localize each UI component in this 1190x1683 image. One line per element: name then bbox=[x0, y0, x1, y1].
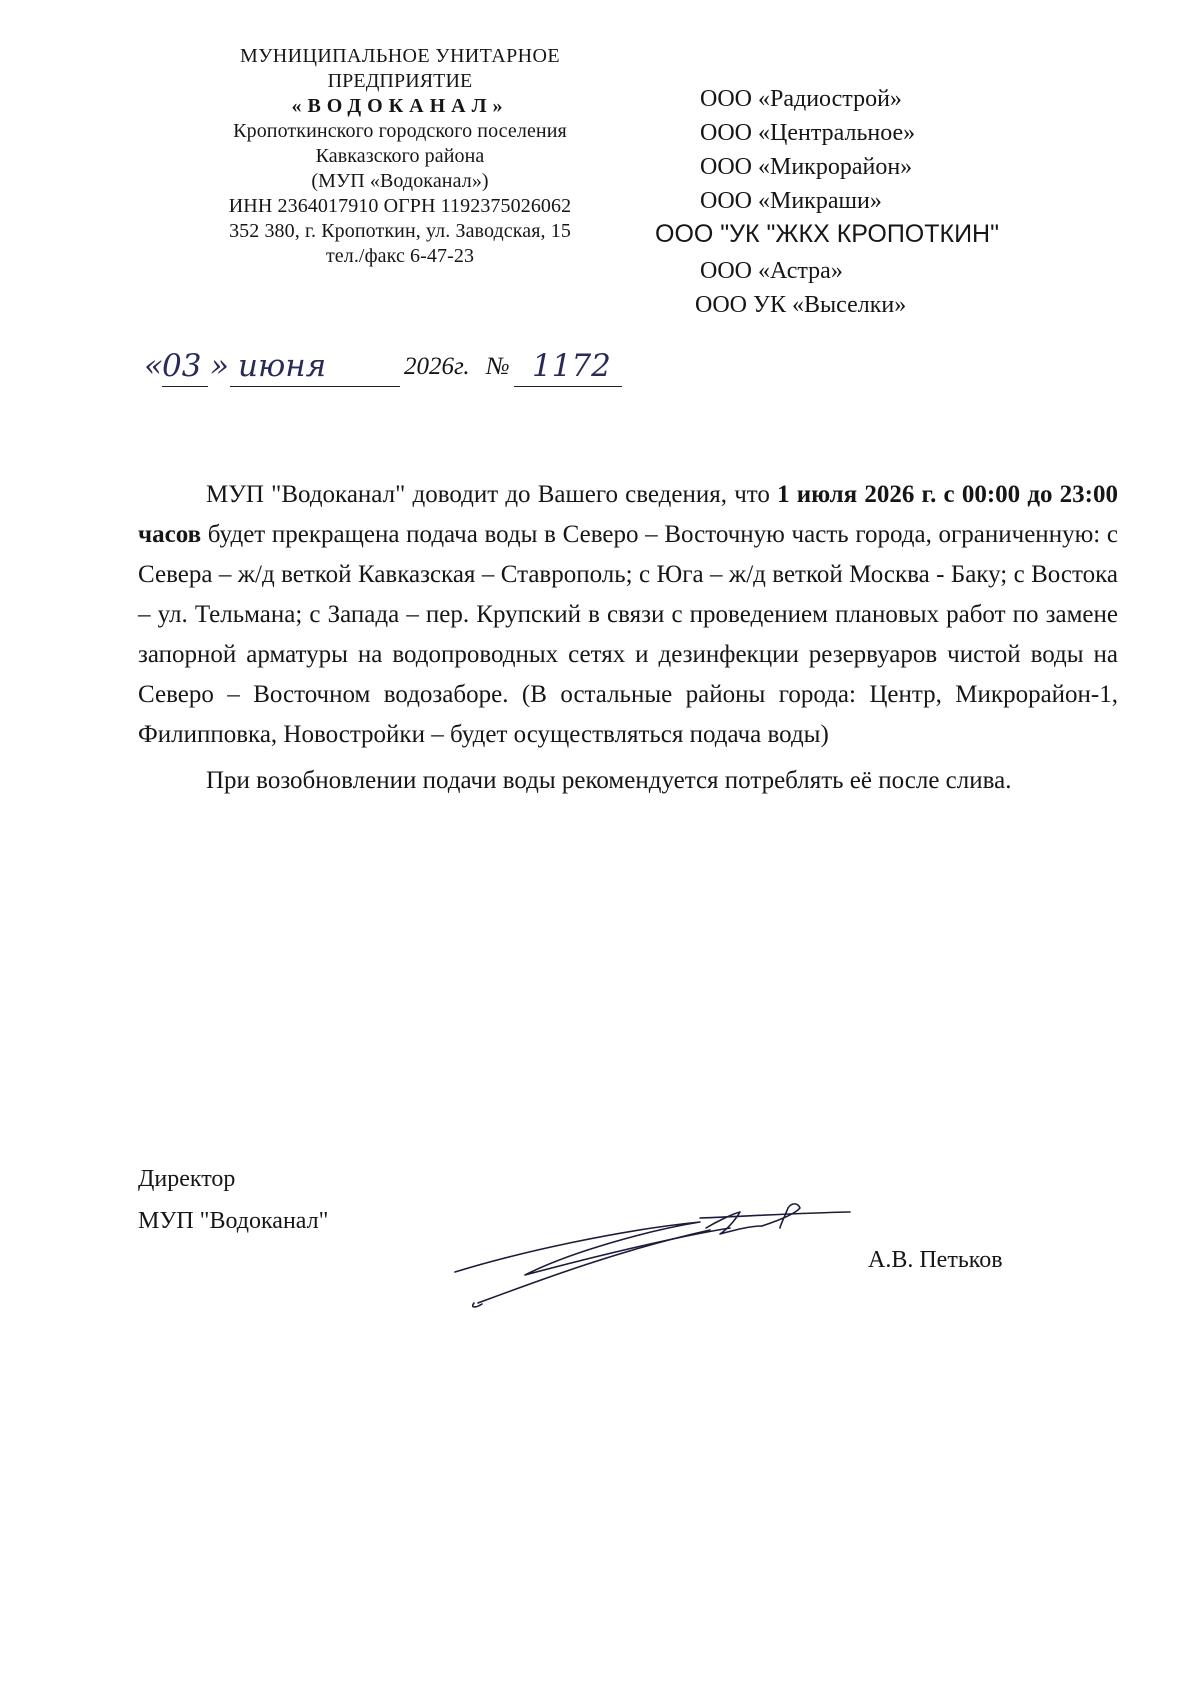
recipient-item: ООО «Радиострой» bbox=[700, 86, 902, 112]
letterhead-address: 352 380, г. Кропоткин, ул. Заводская, 15 bbox=[229, 220, 571, 242]
recipient-item: ООО «Астра» bbox=[700, 258, 843, 284]
recipient-item: ООО «Микрорайон» bbox=[700, 154, 913, 180]
letterhead-line-4: Кропоткинского городского поселения bbox=[233, 120, 567, 142]
body-paragraph-2: При возобновлении подачи воды рекомендуется потреблять её после слива. bbox=[206, 767, 1012, 794]
letterhead-phone: тел./факс 6-47-23 bbox=[325, 245, 475, 267]
letterhead-line-5: Кавказского района bbox=[315, 145, 485, 167]
date-close-quote: » bbox=[210, 348, 229, 384]
signer-organization: МУП "Водоканал" bbox=[138, 1208, 329, 1234]
date-year: 2026г. bbox=[404, 353, 470, 380]
letterhead-line-2: ПРЕДПРИЯТИЕ bbox=[327, 70, 473, 92]
body-intro-text: МУП "Водоканал" доводит до Вашего сведения, что bbox=[206, 481, 778, 508]
letterhead-line-1: МУНИЦИПАЛЬНОЕ УНИТАРНОЕ bbox=[240, 45, 560, 67]
letterhead bbox=[190, 44, 610, 269]
handwritten-signature bbox=[450, 1200, 870, 1350]
recipient-item: ООО "УК "ЖКХ КРОПОТКИН" bbox=[655, 220, 999, 248]
body-paragraph-1 bbox=[138, 475, 1118, 755]
date-month: июня bbox=[238, 348, 327, 384]
date-number-line bbox=[144, 348, 668, 400]
document-number: 1172 bbox=[532, 348, 611, 384]
body-details-text: будет прекращена подача воды в Северо – Восточную часть города, ограниченную: с Севера – ж/д веткой Кавказская – Ставрополь; с Юга – ж/д веткой Москва - Баку; с Востока – ул. Тельмана; с Запада – пер. Крупский в связи с проведением плановых работ по замене запорной арматуры на водопроводных сетях и дезинфекции резервуаров чистой воды на Северо – Восточном водозаборе. (В остальные районы города: Центр, Микрорайон-1, Филипповка, Новостройки – будет осуществляться подача воды) bbox=[138, 521, 1118, 748]
signer-title: Директор bbox=[138, 1166, 236, 1192]
letterhead-line-6: (МУП «Водоканал») bbox=[311, 170, 489, 192]
letterhead-inn-ogrn: ИНН 2364017910 ОГРН 1192375026062 bbox=[228, 195, 572, 217]
date-day-field bbox=[162, 350, 208, 387]
recipient-item: ООО УК «Выселки» bbox=[695, 292, 907, 318]
date-day: 03 bbox=[162, 348, 202, 384]
recipient-item: ООО «Центральное» bbox=[700, 120, 916, 146]
date-month-field bbox=[230, 350, 400, 387]
number-field bbox=[514, 350, 622, 387]
number-label: № bbox=[486, 353, 510, 380]
date-open-quote: « bbox=[144, 348, 163, 384]
outage-datetime: 1 июля 2026 г. с 00:00 до 23:00 часов bbox=[138, 481, 1118, 548]
letter-body bbox=[138, 475, 1118, 801]
signer-name: А.В. Петьков bbox=[868, 1247, 1003, 1273]
recipient-item: ООО «Микраши» bbox=[700, 188, 882, 214]
letterhead-brand: «ВОДОКАНАЛ» bbox=[291, 95, 509, 117]
